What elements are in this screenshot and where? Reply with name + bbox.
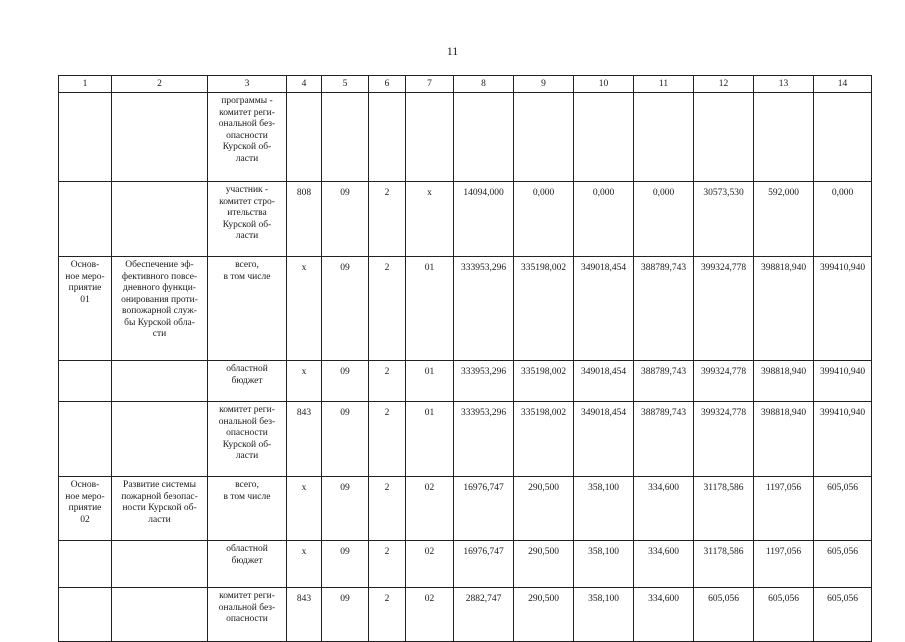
table-cell-col-2 [112, 361, 208, 402]
table-cell-col-3: всего, в том числе [208, 477, 287, 541]
table-cell-col-12 [694, 93, 754, 182]
table-cell-col-1: Основ- ное меро- приятие 01 [59, 257, 112, 361]
table-row [59, 182, 872, 257]
table-cell-col-4: х [287, 257, 322, 361]
table-cell-col-13: 1197,056 [754, 477, 814, 541]
table-cell-col-7: 02 [406, 541, 454, 588]
table-cell-col-10: 349018,454 [574, 402, 634, 477]
table-cell-col-8: 2882,747 [454, 588, 514, 642]
table-cell-col-11: 334,600 [634, 477, 694, 541]
table-cell-col-14 [814, 93, 872, 182]
table-cell-col-9: 335198,002 [514, 402, 574, 477]
table-cell-col-12: 605,056 [694, 588, 754, 642]
table-cell-col-5: 09 [322, 182, 369, 257]
table-cell-col-5: 09 [322, 477, 369, 541]
table-cell-col-1 [59, 93, 112, 182]
table-cell-col-4: х [287, 477, 322, 541]
table-cell-col-1: Основ- ное меро- приятие 02 [59, 477, 112, 541]
table-row [59, 477, 872, 541]
table-cell-col-6: 2 [369, 182, 406, 257]
table-cell-col-8 [454, 93, 514, 182]
table-cell-col-9: 290,500 [514, 541, 574, 588]
table-cell-col-13: 592,000 [754, 182, 814, 257]
table-cell-col-12: 30573,530 [694, 182, 754, 257]
table-cell-col-2: Развитие системы пожарной безопас- ности Курской об- ласти [112, 477, 208, 541]
table-cell-col-4: 808 [287, 182, 322, 257]
table-cell-col-5: 09 [322, 588, 369, 642]
table-cell-col-7: 02 [406, 588, 454, 642]
table-cell-col-4: 843 [287, 402, 322, 477]
table-cell-col-13: 1197,056 [754, 541, 814, 588]
table-cell-col-6: 2 [369, 588, 406, 642]
table-cell-col-11: 388789,743 [634, 402, 694, 477]
table-cell-col-6: 2 [369, 402, 406, 477]
column-header-8: 8 [454, 76, 514, 93]
table-cell-col-11 [634, 93, 694, 182]
table-cell-col-7: 01 [406, 257, 454, 361]
table-cell-col-8: 16976,747 [454, 541, 514, 588]
table-cell-col-2 [112, 588, 208, 642]
table-cell-col-12: 31178,586 [694, 541, 754, 588]
table-cell-col-3: участник - комитет стро- ительства Курской об- ласти [208, 182, 287, 257]
table-cell-col-8: 14094,000 [454, 182, 514, 257]
table-cell-col-14: 399410,940 [814, 402, 872, 477]
table-cell-col-13 [754, 93, 814, 182]
table-cell-col-7: 01 [406, 361, 454, 402]
table-cell-col-8: 16976,747 [454, 477, 514, 541]
table-cell-col-2 [112, 402, 208, 477]
table-cell-col-7: 02 [406, 477, 454, 541]
table-cell-col-4 [287, 93, 322, 182]
table-cell-col-10: 358,100 [574, 477, 634, 541]
table-cell-col-6: 2 [369, 477, 406, 541]
table-cell-col-13: 398818,940 [754, 257, 814, 361]
table-cell-col-10: 349018,454 [574, 361, 634, 402]
table-cell-col-6: 2 [369, 361, 406, 402]
table-header-row [59, 76, 872, 93]
table-cell-col-4: х [287, 361, 322, 402]
table-cell-col-14: 0,000 [814, 182, 872, 257]
column-header-11: 11 [634, 76, 694, 93]
table-cell-col-3: комитет реги- ональной без- опасности [208, 588, 287, 642]
table-cell-col-7: х [406, 182, 454, 257]
table-cell-col-7: 01 [406, 402, 454, 477]
table-cell-col-12: 31178,586 [694, 477, 754, 541]
table-cell-col-10: 0,000 [574, 182, 634, 257]
table-cell-col-3: программы - комитет реги- ональной без- опасности Курской об- ласти [208, 93, 287, 182]
table-cell-col-13: 398818,940 [754, 361, 814, 402]
table-cell-col-11: 334,600 [634, 588, 694, 642]
table-row [59, 402, 872, 477]
table-cell-col-10 [574, 93, 634, 182]
table-cell-col-3: всего, в том числе [208, 257, 287, 361]
table-cell-col-10: 358,100 [574, 588, 634, 642]
table-cell-col-14: 605,056 [814, 588, 872, 642]
column-header-7: 7 [406, 76, 454, 93]
column-header-14: 14 [814, 76, 872, 93]
table-cell-col-9: 0,000 [514, 182, 574, 257]
table-cell-col-14: 605,056 [814, 477, 872, 541]
table-cell-col-5 [322, 93, 369, 182]
table-cell-col-14: 399410,940 [814, 361, 872, 402]
table-cell-col-11: 388789,743 [634, 361, 694, 402]
table-cell-col-7 [406, 93, 454, 182]
table-cell-col-6 [369, 93, 406, 182]
table-cell-col-14: 399410,940 [814, 257, 872, 361]
table-cell-col-8: 333953,296 [454, 361, 514, 402]
column-header-5: 5 [322, 76, 369, 93]
column-header-1: 1 [59, 76, 112, 93]
table-cell-col-1 [59, 182, 112, 257]
table-row [59, 257, 872, 361]
column-header-3: 3 [208, 76, 287, 93]
column-header-4: 4 [287, 76, 322, 93]
table-cell-col-9: 290,500 [514, 477, 574, 541]
budget-table [58, 75, 872, 642]
table-cell-col-14: 605,056 [814, 541, 872, 588]
table-cell-col-1 [59, 588, 112, 642]
table-cell-col-9 [514, 93, 574, 182]
table-cell-col-5: 09 [322, 361, 369, 402]
table-cell-col-12: 399324,778 [694, 402, 754, 477]
table-cell-col-6: 2 [369, 541, 406, 588]
table-cell-col-11: 0,000 [634, 182, 694, 257]
table-cell-col-9: 335198,002 [514, 257, 574, 361]
table-cell-col-5: 09 [322, 257, 369, 361]
table-cell-col-1 [59, 361, 112, 402]
table-cell-col-2: Обеспечение эф- фективного повсе- дневного функци- онирования проти- вопожарной служ- бы Курской обла- сти [112, 257, 208, 361]
table-cell-col-3: областной бюджет [208, 361, 287, 402]
table-row [59, 541, 872, 588]
table-cell-col-11: 334,600 [634, 541, 694, 588]
table-cell-col-4: х [287, 541, 322, 588]
table-cell-col-5: 09 [322, 402, 369, 477]
column-header-2: 2 [112, 76, 208, 93]
column-header-9: 9 [514, 76, 574, 93]
column-header-13: 13 [754, 76, 814, 93]
table-cell-col-8: 333953,296 [454, 257, 514, 361]
table-cell-col-3: комитет реги- ональной без- опасности Курской об- ласти [208, 402, 287, 477]
table-cell-col-6: 2 [369, 257, 406, 361]
table-row [59, 93, 872, 182]
page-number: 11 [446, 44, 459, 58]
table-row [59, 588, 872, 642]
table-cell-col-1 [59, 541, 112, 588]
table-row [59, 361, 872, 402]
table-cell-col-2 [112, 541, 208, 588]
column-header-6: 6 [369, 76, 406, 93]
table-cell-col-3: областной бюджет [208, 541, 287, 588]
table-cell-col-1 [59, 402, 112, 477]
table-cell-col-11: 388789,743 [634, 257, 694, 361]
column-header-12: 12 [694, 76, 754, 93]
table-cell-col-9: 290,500 [514, 588, 574, 642]
table-cell-col-13: 605,056 [754, 588, 814, 642]
table-cell-col-8: 333953,296 [454, 402, 514, 477]
table-cell-col-12: 399324,778 [694, 257, 754, 361]
column-header-10: 10 [574, 76, 634, 93]
table-cell-col-13: 398818,940 [754, 402, 814, 477]
table-cell-col-12: 399324,778 [694, 361, 754, 402]
table-cell-col-10: 358,100 [574, 541, 634, 588]
table-cell-col-2 [112, 182, 208, 257]
table-cell-col-2 [112, 93, 208, 182]
table-cell-col-9: 335198,002 [514, 361, 574, 402]
table-cell-col-5: 09 [322, 541, 369, 588]
table-cell-col-4: 843 [287, 588, 322, 642]
table-cell-col-10: 349018,454 [574, 257, 634, 361]
